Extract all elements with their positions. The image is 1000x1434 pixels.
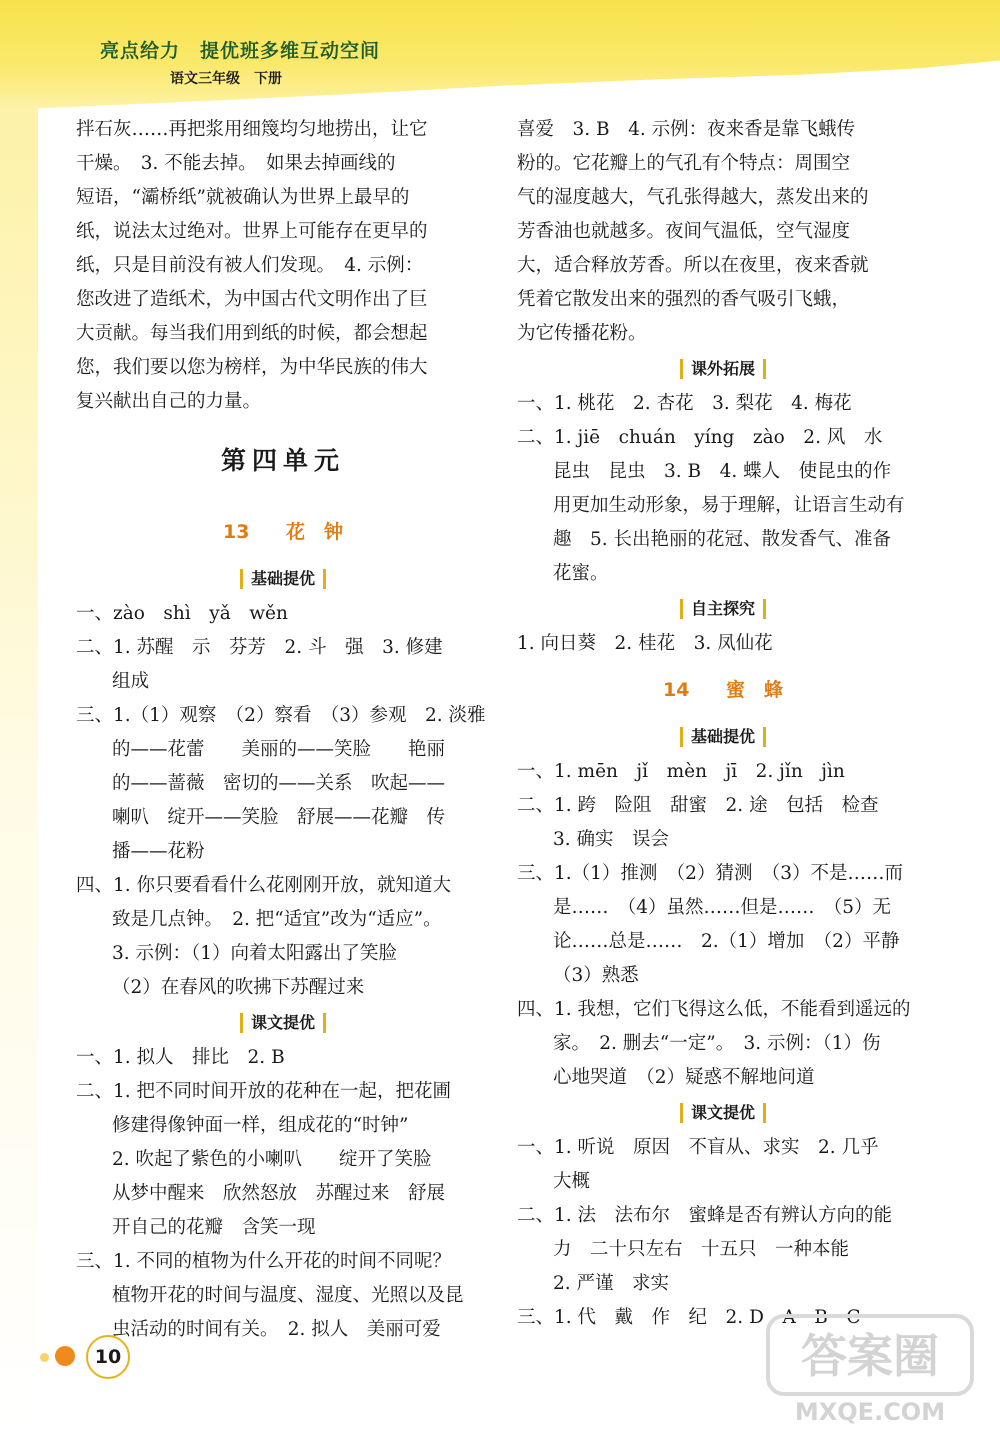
- section-heading-label: 课文提优: [240, 1013, 326, 1033]
- text-line: 修建得像钟面一样，组成花的“时钟”: [112, 1115, 409, 1136]
- text-line: 二、1. 苏醒 示 芬芳 2. 斗 强 3. 修建: [76, 637, 443, 658]
- header-title: 亮点给力 提优班多维互动空间: [100, 40, 381, 62]
- section-heading: [76, 561, 490, 597]
- text-line: 芳香油也就越多。夜间气温低，空气湿度: [517, 221, 851, 242]
- text-line: 的——蔷薇 密切的——关系 吹起——: [112, 773, 446, 794]
- section-block: [76, 597, 490, 1005]
- left-column: [76, 113, 490, 1347]
- text-line: 2. 吹起了紫色的小喇叭 绽开了笑脸: [112, 1149, 432, 1170]
- text-line: 用更加生动形象，易于理解，让语言生动有: [553, 495, 905, 516]
- page-number: 10: [86, 1335, 130, 1379]
- text-line: 植物开花的时间与温度、湿度、光照以及昆: [112, 1285, 464, 1306]
- text-line: 二、1. 法 法布尔 蜜蜂是否有辨认方向的能: [517, 1205, 893, 1226]
- text-line: 一、zào shì yǎ wěn: [76, 603, 288, 624]
- text-line: 二、1. 把不同时间开放的花种在一起，把花圃: [76, 1081, 452, 1102]
- left-intro-block: [76, 113, 490, 419]
- lesson-title-13: 13 花 钟: [222, 521, 344, 543]
- section-heading-label: 基础提优: [680, 727, 766, 747]
- watermark-url: MXQE.COM: [794, 1398, 946, 1426]
- section-block: [76, 1041, 490, 1347]
- text-line: 纸，说法太过绝对。世界上可能存在更早的: [76, 221, 428, 242]
- text-line: 您，我们要以您为榜样，为中华民族的伟大: [76, 357, 428, 378]
- section-heading-label: 课外拓展: [680, 359, 766, 379]
- text-line: 三、1.（1）推测 （2）猜测 （3）不是……而: [517, 863, 903, 884]
- section-block: [517, 387, 929, 591]
- text-line: 3. 示例：（1）向着太阳露出了笑脸: [112, 943, 398, 964]
- watermark-logo: [760, 1308, 980, 1428]
- text-line: 力 二十只左右 十五只 一种本能: [553, 1239, 850, 1260]
- text-line: 三、1.（1）观察 （2）察看 （3）参观 2. 淡雅: [76, 705, 486, 726]
- text-line: 昆虫 昆虫 3. B 4. 蝶人 使昆虫的作: [553, 461, 892, 482]
- text-line: 拌石灰……再把浆用细篾均匀地捞出，让它: [76, 119, 428, 140]
- text-line: 花蜜。: [553, 563, 609, 584]
- text-line: 三、1. 不同的植物为什么开花的时间不同呢？: [76, 1251, 452, 1272]
- text-line: 论……总是…… 2.（1）增加 （2）平静: [553, 931, 900, 952]
- text-line: 3. 确实 误会: [553, 829, 670, 850]
- section-heading-label: 课文提优: [680, 1103, 766, 1123]
- text-line: 短语，“灞桥纸”就被确认为世界上最早的: [76, 187, 410, 208]
- section-heading: [517, 719, 929, 755]
- text-line: 2. 严谨 求实: [553, 1273, 670, 1294]
- text-line: 三、1. 代 戴 作 纪 2. D A B C: [517, 1307, 861, 1328]
- section-heading: [517, 351, 929, 387]
- right-column: [517, 113, 929, 1335]
- decor-dot-small: [40, 1353, 49, 1362]
- text-line: 一、1. mēn jǐ mèn jī 2. jǐn jìn: [517, 761, 845, 782]
- text-line: 的——花蕾 美丽的——笑脸 艳丽: [112, 739, 446, 760]
- section-heading: [76, 1005, 490, 1041]
- text-line: （2）在春风的吹拂下苏醒过来: [112, 977, 365, 998]
- text-line: 大概: [553, 1171, 591, 1192]
- left-margin-band: [0, 105, 38, 1434]
- text-line: 凭着它散发出来的强烈的香气吸引飞蛾，: [517, 289, 851, 310]
- text-line: 气的湿度越大，气孔张得越大，蒸发出来的: [517, 187, 869, 208]
- section-block: [517, 755, 929, 1095]
- text-line: 大贡献。每当我们用到纸的时候，都会想起: [76, 323, 428, 344]
- text-line: 大，适合释放芳香。所以在夜里，夜来香就: [517, 255, 869, 276]
- watermark-text: 答案圈: [801, 1329, 939, 1383]
- section-heading-label: 基础提优: [240, 569, 326, 589]
- text-line: 二、1. 跨 险阻 甜蜜 2. 途 包括 检查: [517, 795, 879, 816]
- right-intro-block: [517, 113, 929, 351]
- section-heading-label: 自主探究: [680, 599, 766, 619]
- text-line: 致是几点钟。 2. 把“适宜”改为“适应”。: [112, 909, 442, 930]
- text-line: 播——花粉: [112, 841, 205, 862]
- text-line: 干燥。 3. 不能去掉。 如果去掉画线的: [76, 153, 396, 174]
- text-line: 喜爱 3. B 4. 示例：夜来香是靠飞蛾传: [517, 119, 856, 140]
- text-line: 一、1. 拟人 排比 2. B: [76, 1047, 285, 1068]
- text-line: 二、1. jiē chuán yíng zào 2. 风 水: [517, 427, 883, 448]
- text-line: 喇叭 绽开——笑脸 舒展——花瓣 传: [112, 807, 446, 828]
- text-line: 四、1. 我想，它们飞得这么低，不能看到遥远的: [517, 999, 911, 1020]
- text-line: 心地哭道 （2）疑惑不解地问道: [553, 1067, 815, 1088]
- lesson-title-14: 14 蜜 蜂: [662, 679, 784, 701]
- unit-title: 第四单元: [220, 446, 345, 475]
- text-line: 是…… （4）虽然……但是…… （5）无: [553, 897, 892, 918]
- header-subtitle: 语文三年级 下册: [170, 71, 282, 87]
- text-line: 一、1. 桃花 2. 杏花 3. 梨花 4. 梅花: [517, 393, 852, 414]
- text-line: 开自己的花瓣 含笑一现: [112, 1217, 316, 1238]
- text-line: 一、1. 听说 原因 不盲从、求实 2. 几乎: [517, 1137, 879, 1158]
- text-line: 家。 2. 删去“一定”。 3. 示例：（1）伤: [553, 1033, 881, 1054]
- text-line: 复兴献出自己的力量。: [76, 391, 262, 412]
- text-line: 您改进了造纸术，为中国古代文明作出了巨: [76, 289, 428, 310]
- section-heading: [517, 1095, 929, 1131]
- text-line: 从梦中醒来 欣然怒放 苏醒过来 舒展: [112, 1183, 446, 1204]
- text-line: 趣 5. 长出艳丽的花冠、散发香气、准备: [553, 529, 892, 550]
- text-line: 虫活动的时间有关。 2. 拟人 美丽可爱: [112, 1319, 441, 1340]
- text-line: 组成: [112, 671, 150, 692]
- text-line: （3）熟悉: [553, 965, 639, 986]
- section-block: [517, 627, 929, 661]
- section-heading: [517, 591, 929, 627]
- section-block: [517, 1131, 929, 1335]
- text-line: 四、1. 你只要看看什么花刚刚开放，就知道大: [76, 875, 452, 896]
- decor-dot-orange: [55, 1346, 75, 1366]
- text-line: 为它传播花粉。: [517, 323, 647, 344]
- text-line: 纸，只是目前没有被人们发现。 4. 示例：: [76, 255, 424, 276]
- text-line: 粉的。它花瓣上的气孔有个特点：周围空: [517, 153, 851, 174]
- text-line: 1. 向日葵 2. 桂花 3. 凤仙花: [517, 633, 773, 654]
